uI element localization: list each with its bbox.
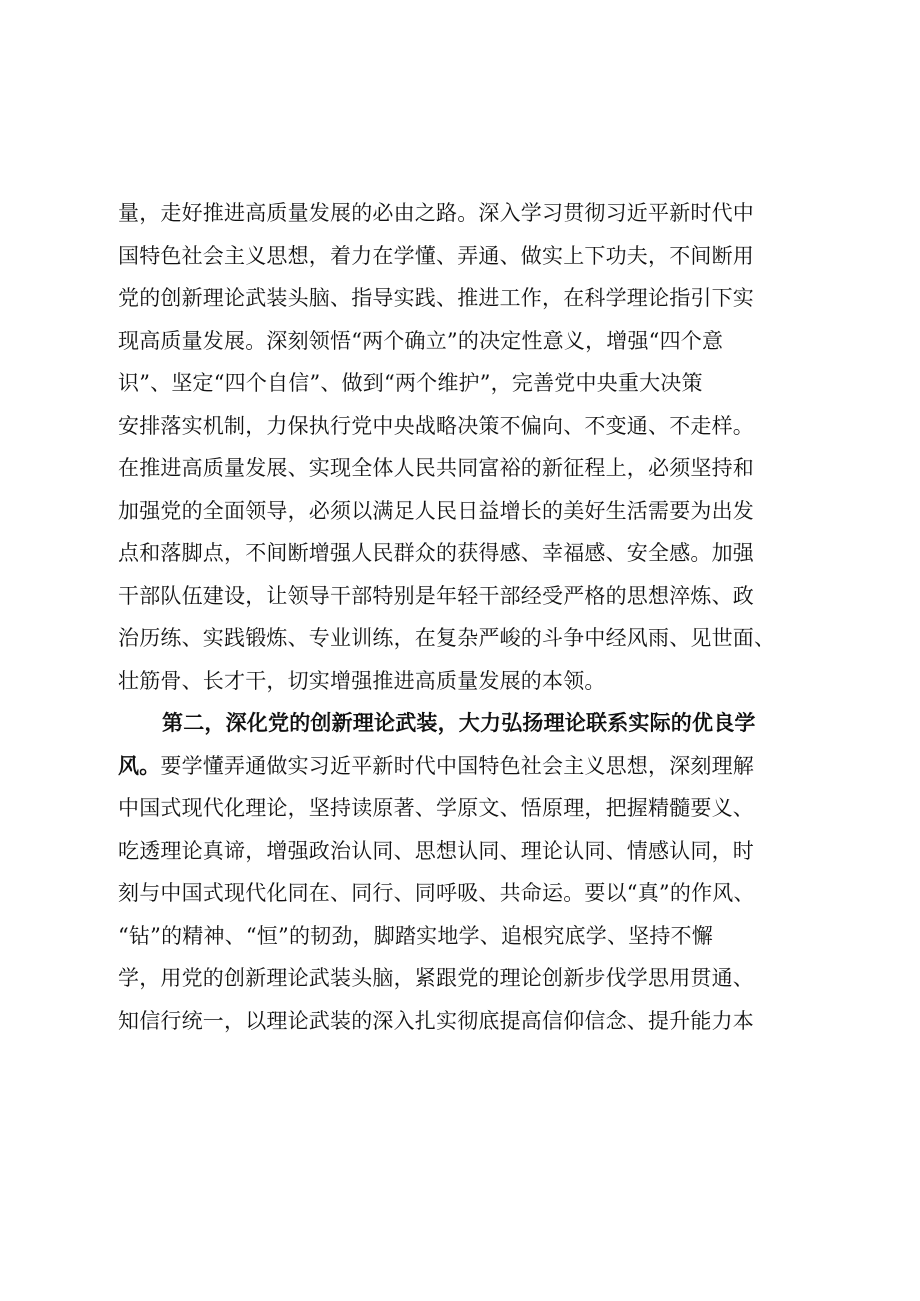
text-line: 学，用党的创新理论武装头脑，紧跟党的理论创新步伐学思用贯通、: [118, 966, 754, 990]
text-line: 刻与中国式现代化同在、同行、同呼吸、共命运。要以“真”的作风、: [118, 881, 755, 905]
text-line: 量，走好推进高质量发展的必由之路。深入学习贯彻习近平新时代中: [118, 201, 754, 225]
text-line: 安排落实机制，力保执行党中央战略决策不偏向、不变通、不走样。: [118, 413, 754, 438]
text-line: 现高质量发展。深刻领悟“两个确立”的决定性意义，增强“四个意: [118, 328, 724, 353]
text-line: 中国式现代化理论，坚持读原著、学原文、悟原理，把握精髓要义、: [118, 796, 754, 820]
section-heading-line: 第二，深化党的创新理论武装，大力弘扬理论联系实际的优良学: [162, 710, 756, 735]
text-line-rest: 要学懂弄通做实习近平新时代中国特色社会主义思想，深刻理解: [160, 753, 755, 778]
text-line: 吃透理论真谛，增强政治认同、思想认同、理论认同、情感认同，时: [118, 838, 754, 863]
text-line: 壮筋骨、长才干，切实增强推进高质量发展的本领。: [118, 668, 606, 693]
document-body: [118, 192, 818, 1042]
text-line: 干部队伍建设，让领导干部特别是年轻干部经受严格的思想淬炼、政: [118, 583, 754, 608]
text-line: 治历练、实践锻炼、专业训练，在复杂严峻的斗争中经风雨、见世面、: [118, 626, 776, 650]
text-line: 点和落脚点，不间断增强人民群众的获得感、幸福感、安全感。加强: [118, 541, 754, 565]
text-line: “钻”的精神、“恒”的韧劲，脚踏实地学、追根究底学、坚持不懈: [118, 923, 713, 948]
text-line: 加强党的全面领导，必须以满足人民日益增长的美好生活需要为出发: [118, 498, 754, 523]
text-line: [118, 745, 818, 788]
section-heading-end: 风。: [118, 752, 161, 778]
text-line: 党的创新理论武装头脑、指导实践、推进工作，在科学理论指引下实: [118, 286, 754, 310]
text-line: 国特色社会主义思想，着力在学懂、弄通、做实上下功夫，不间断用: [118, 243, 754, 268]
text-line: 知信行统一，以理论武装的深入扎实彻底提高信仰信念、提升能力本: [118, 1008, 754, 1033]
text-line: 识”、坚定“四个自信”、做到“两个维护”，完善党中央重大决策: [118, 371, 703, 395]
text-line: 在推进高质量发展、实现全体人民共同富裕的新征程上，必须坚持和: [118, 456, 754, 480]
